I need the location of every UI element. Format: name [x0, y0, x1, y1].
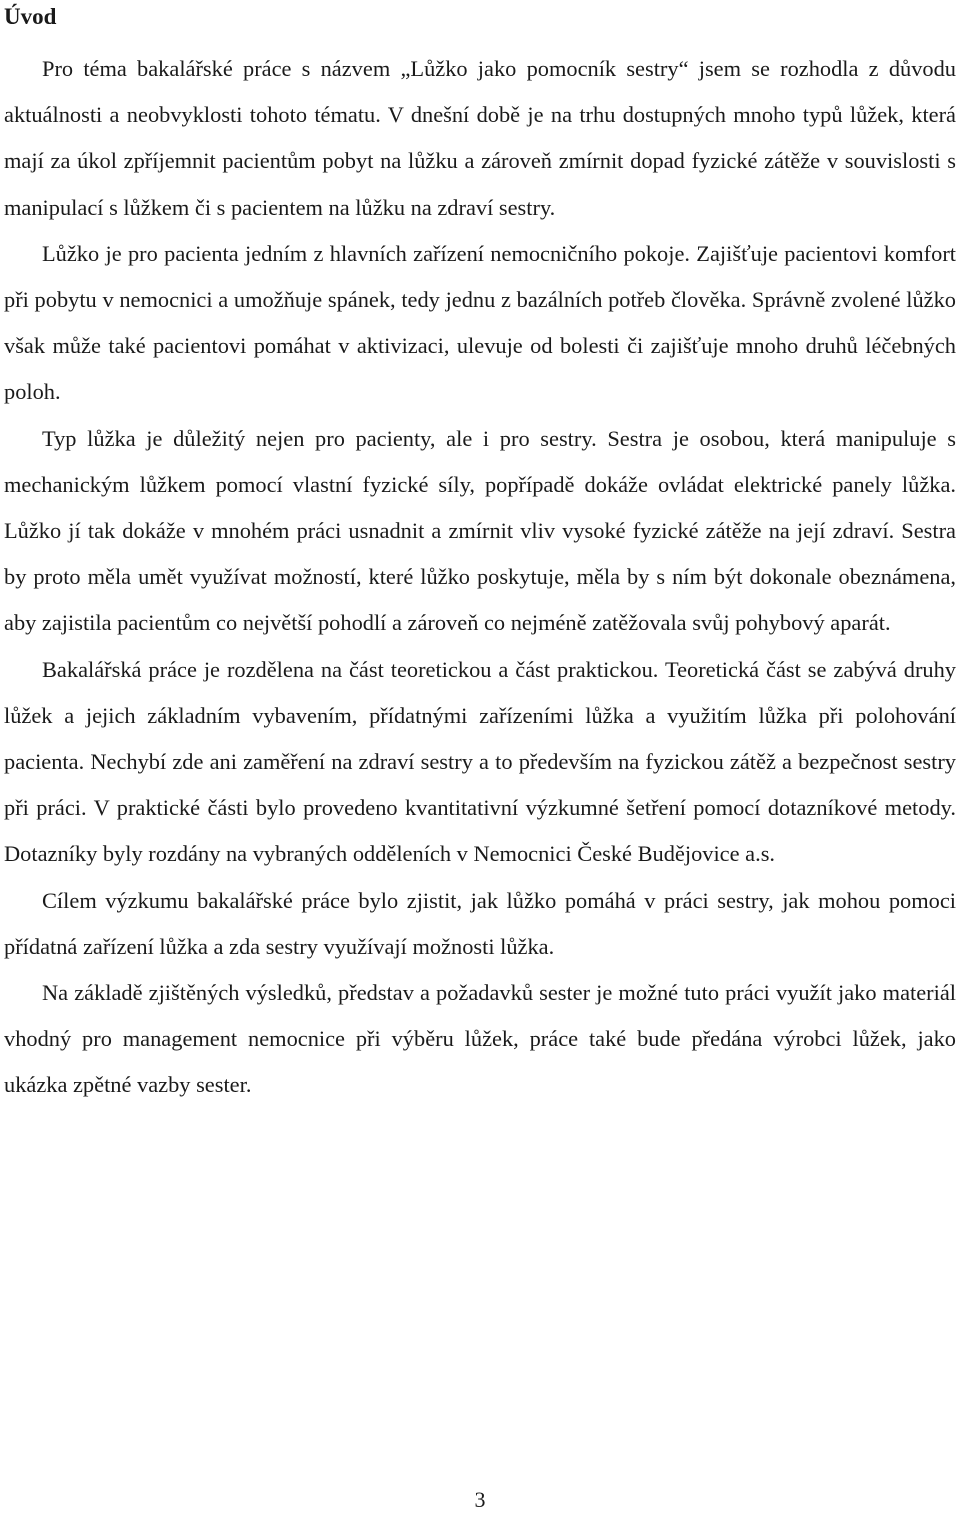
body-text	[4, 46, 956, 1109]
paragraph-intro: Pro téma bakalářské práce s názvem „Lůžko jako pomocník sestry“ jsem se rozhodla z důvodu aktuálnosti a neobvyklosti tohoto tématu. V dnešní době je na trhu dostupných mnoho typů lůžek, která mají za úkol zpříjemnit pacientům pobyt na lůžku a zároveň zmírnit dopad fyzické zátěže v souvislosti s manipulací s lůžkem či s pacientem na lůžku na zdraví sestry.	[4, 56, 956, 220]
paragraph-bed-for-patient: Lůžko je pro pacienta jedním z hlavních zařízení nemocničního pokoje. Zajišťuje pacientovi komfort při pobytu v nemocnici a umožňuje spánek, tedy jednu z bazálních potřeb člověka. Správně zvolené lůžko však může také pacientovi pomáhat v aktivizaci, ulevuje od bolesti či zajišťuje mnoho druhů léčebných poloh.	[4, 240, 956, 405]
paragraph-bed-for-nurse: Typ lůžka je důležitý nejen pro pacienty, ale i pro sestry. Sestra je osobou, která manipuluje s mechanickým lůžkem pomocí vlastní fyzické síly, popřípadě dokáže ovládat elektrické panely lůžka. Lůžko jí tak dokáže v mnohém práci usnadnit a zmírnit vliv vysoké fyzické zátěže na její zdraví. Sestra by proto měla umět využívat možností, které lůžko poskytuje, měla by s ním být dokonale obeznámena, aby zajistila pacientům co největší pohodlí a zároveň co nejméně zatěžovala svůj pohybový aparát.	[4, 425, 956, 636]
paragraph-research-goal: Cílem výzkumu bakalářské práce bylo zjistit, jak lůžko pomáhá v práci sestry, jak mohou pomoci přídatná zařízení lůžka a zda sestry využívají možnosti lůžka.	[4, 887, 956, 959]
page-number: 3	[474, 1487, 486, 1512]
paragraph-thesis-structure: Bakalářská práce je rozdělena na část teoretickou a část praktickou. Teoretická část se zabývá druhy lůžek a jejich základním vybavením, přídatnými zařízeními lůžka a využitím lůžka při polohování pacienta. Nechybí zde ani zaměření na zdraví sestry a to především na fyzickou zátěž a bezpečnost sestry při práci. V praktické části bylo provedeno kvantitativní výzkumné šetření pomocí dotazníkové metody. Dotazníky byly rozdány na vybraných odděleních v Nemocnici České Budějovice a.s.	[4, 656, 956, 867]
paragraph-results-use: Na základě zjištěných výsledků, představ a požadavků sester je možné tuto práci využít jako materiál vhodný pro management nemocnice při výběru lůžek, práce také bude předána výrobci lůžek, jako ukázka zpětné vazby sester.	[4, 980, 956, 1098]
section-heading: Úvod	[4, 4, 57, 29]
